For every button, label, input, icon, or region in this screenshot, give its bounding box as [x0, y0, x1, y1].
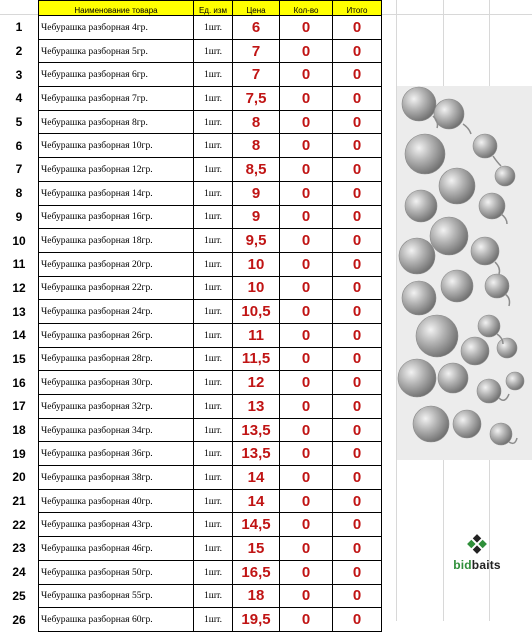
table-row: [0, 252, 382, 276]
unit-cell: 1шт.: [194, 252, 233, 276]
qty-cell: 0: [280, 347, 333, 371]
qty-cell: 0: [280, 229, 333, 253]
qty-cell: 0: [280, 300, 333, 324]
price-cell: 13,5: [233, 442, 280, 466]
total-cell: 0: [333, 134, 382, 158]
total-cell: 0: [333, 537, 382, 561]
table-row: [0, 229, 382, 253]
table-row: [0, 87, 382, 111]
header-unit: Ед. изм: [194, 1, 233, 16]
total-cell: 0: [333, 584, 382, 608]
bidbaits-logo-icon: [447, 532, 507, 558]
qty-cell: 0: [280, 39, 333, 63]
unit-cell: 1шт.: [194, 181, 233, 205]
product-name: Чебурашка разборная 43гр.: [39, 513, 194, 537]
total-cell: 0: [333, 39, 382, 63]
total-cell: 0: [333, 513, 382, 537]
header-name: Наименование товара: [39, 1, 194, 16]
table-row: [0, 584, 382, 608]
product-name: Чебурашка разборная 16гр.: [39, 205, 194, 229]
price-cell: 11: [233, 323, 280, 347]
product-name: Чебурашка разборная 20гр.: [39, 252, 194, 276]
price-cell: 13,5: [233, 418, 280, 442]
unit-cell: 1шт.: [194, 300, 233, 324]
table-row: [0, 300, 382, 324]
product-name: Чебурашка разборная 38гр.: [39, 466, 194, 490]
row-number: 7: [15, 162, 23, 177]
lead-weights-image: [397, 86, 532, 460]
price-cell: 9,5: [233, 229, 280, 253]
qty-cell: 0: [280, 252, 333, 276]
product-name: Чебурашка разборная 32гр.: [39, 395, 194, 419]
price-cell: 7: [233, 39, 280, 63]
table-row: [0, 276, 382, 300]
product-name: Чебурашка разборная 22гр.: [39, 276, 194, 300]
unit-cell: 1шт.: [194, 537, 233, 561]
unit-cell: 1шт.: [194, 513, 233, 537]
bidbaits-logo-text: bidbaits: [453, 558, 501, 572]
total-cell: 0: [333, 276, 382, 300]
price-cell: 19,5: [233, 608, 280, 632]
total-cell: 0: [333, 347, 382, 371]
table-row: [0, 418, 382, 442]
price-cell: 10,5: [233, 300, 280, 324]
row-number: 2: [15, 44, 23, 59]
price-cell: 8,5: [233, 158, 280, 182]
price-cell: 8: [233, 110, 280, 134]
price-cell: 16,5: [233, 560, 280, 584]
total-cell: 0: [333, 395, 382, 419]
qty-cell: 0: [280, 158, 333, 182]
price-cell: 10: [233, 276, 280, 300]
price-cell: 8: [233, 134, 280, 158]
price-cell: 15: [233, 537, 280, 561]
product-name: Чебурашка разборная 30гр.: [39, 371, 194, 395]
product-name: Чебурашка разборная 14гр.: [39, 181, 194, 205]
row-number: 17: [12, 399, 26, 414]
unit-cell: 1шт.: [194, 158, 233, 182]
unit-cell: 1шт.: [194, 323, 233, 347]
product-name: Чебурашка разборная 18гр.: [39, 229, 194, 253]
unit-cell: 1шт.: [194, 442, 233, 466]
table-row: [0, 134, 382, 158]
table-row: [0, 181, 382, 205]
qty-cell: 0: [280, 181, 333, 205]
price-cell: 7,5: [233, 87, 280, 111]
unit-cell: 1шт.: [194, 276, 233, 300]
row-number: 18: [12, 423, 26, 438]
row-number: 1: [15, 20, 23, 35]
total-cell: 0: [333, 608, 382, 632]
unit-cell: 1шт.: [194, 39, 233, 63]
row-number: 19: [12, 446, 26, 461]
row-number: 16: [12, 375, 26, 390]
price-cell: 12: [233, 371, 280, 395]
table-row: [0, 371, 382, 395]
row-number: 3: [15, 67, 23, 82]
table-body: [0, 16, 382, 632]
unit-cell: 1шт.: [194, 466, 233, 490]
price-cell: 14: [233, 489, 280, 513]
table-header-row: [0, 1, 382, 16]
unit-cell: 1шт.: [194, 134, 233, 158]
price-cell: 10: [233, 252, 280, 276]
product-name: Чебурашка разборная 10гр.: [39, 134, 194, 158]
table-row: [0, 205, 382, 229]
qty-cell: 0: [280, 466, 333, 490]
total-cell: 0: [333, 87, 382, 111]
row-number: 20: [12, 470, 26, 485]
total-cell: 0: [333, 418, 382, 442]
qty-cell: 0: [280, 560, 333, 584]
table-row: [0, 347, 382, 371]
price-cell: 6: [233, 16, 280, 40]
product-name: Чебурашка разборная 6гр.: [39, 63, 194, 87]
table-row: [0, 110, 382, 134]
row-number: 11: [12, 257, 26, 272]
product-name: Чебурашка разборная 36гр.: [39, 442, 194, 466]
product-name: Чебурашка разборная 55гр.: [39, 584, 194, 608]
unit-cell: 1шт.: [194, 584, 233, 608]
qty-cell: 0: [280, 584, 333, 608]
qty-cell: 0: [280, 87, 333, 111]
unit-cell: 1шт.: [194, 608, 233, 632]
row-number: 22: [12, 517, 26, 532]
bidbaits-logo: [447, 532, 507, 576]
product-name: Чебурашка разборная 12гр.: [39, 158, 194, 182]
row-number: 5: [15, 115, 23, 130]
price-cell: 9: [233, 205, 280, 229]
product-name: Чебурашка разборная 60гр.: [39, 608, 194, 632]
qty-cell: 0: [280, 489, 333, 513]
total-cell: 0: [333, 466, 382, 490]
row-number: 26: [12, 612, 26, 627]
unit-cell: 1шт.: [194, 489, 233, 513]
unit-cell: 1шт.: [194, 63, 233, 87]
row-number: 25: [12, 588, 26, 603]
row-number: 4: [15, 91, 23, 106]
product-name: Чебурашка разборная 8гр.: [39, 110, 194, 134]
product-name: Чебурашка разборная 5гр.: [39, 39, 194, 63]
table-row: [0, 560, 382, 584]
table-row: [0, 39, 382, 63]
table-row: [0, 395, 382, 419]
table-row: [0, 442, 382, 466]
total-cell: 0: [333, 229, 382, 253]
total-cell: 0: [333, 110, 382, 134]
qty-cell: 0: [280, 371, 333, 395]
unit-cell: 1шт.: [194, 371, 233, 395]
row-number: 21: [12, 494, 26, 509]
unit-cell: 1шт.: [194, 87, 233, 111]
row-number: 12: [12, 280, 26, 295]
table-row: [0, 158, 382, 182]
total-cell: 0: [333, 63, 382, 87]
unit-cell: 1шт.: [194, 229, 233, 253]
unit-cell: 1шт.: [194, 395, 233, 419]
table-row: [0, 16, 382, 40]
unit-cell: 1шт.: [194, 16, 233, 40]
price-cell: 18: [233, 584, 280, 608]
total-cell: 0: [333, 323, 382, 347]
table-row: [0, 513, 382, 537]
table-row: [0, 323, 382, 347]
product-name: Чебурашка разборная 40гр.: [39, 489, 194, 513]
row-number: 14: [12, 328, 26, 343]
product-name: Чебурашка разборная 26гр.: [39, 323, 194, 347]
total-cell: 0: [333, 181, 382, 205]
price-cell: 9: [233, 181, 280, 205]
qty-cell: 0: [280, 608, 333, 632]
qty-cell: 0: [280, 16, 333, 40]
qty-cell: 0: [280, 276, 333, 300]
total-cell: 0: [333, 489, 382, 513]
price-cell: 7: [233, 63, 280, 87]
total-cell: 0: [333, 16, 382, 40]
total-cell: 0: [333, 560, 382, 584]
product-photo: [397, 86, 532, 460]
qty-cell: 0: [280, 537, 333, 561]
total-cell: 0: [333, 371, 382, 395]
table-row: [0, 466, 382, 490]
table-row: [0, 489, 382, 513]
row-number: 15: [12, 351, 26, 366]
row-number: 6: [15, 138, 23, 153]
row-number: 9: [15, 209, 23, 224]
table-row: [0, 63, 382, 87]
product-name: Чебурашка разборная 46гр.: [39, 537, 194, 561]
row-number: 10: [12, 233, 26, 248]
unit-cell: 1шт.: [194, 418, 233, 442]
total-cell: 0: [333, 442, 382, 466]
product-name: Чебурашка разборная 28гр.: [39, 347, 194, 371]
qty-cell: 0: [280, 134, 333, 158]
qty-cell: 0: [280, 395, 333, 419]
qty-cell: 0: [280, 442, 333, 466]
qty-cell: 0: [280, 63, 333, 87]
row-number: 8: [15, 186, 23, 201]
total-cell: 0: [333, 205, 382, 229]
product-name: Чебурашка разборная 24гр.: [39, 300, 194, 324]
product-name: Чебурашка разборная 34гр.: [39, 418, 194, 442]
price-cell: 14,5: [233, 513, 280, 537]
product-name: Чебурашка разборная 50гр.: [39, 560, 194, 584]
unit-cell: 1шт.: [194, 347, 233, 371]
total-cell: 0: [333, 158, 382, 182]
header-total: Итого: [333, 1, 382, 16]
table-row: [0, 537, 382, 561]
product-name: Чебурашка разборная 7гр.: [39, 87, 194, 111]
price-cell: 13: [233, 395, 280, 419]
total-cell: 0: [333, 300, 382, 324]
qty-cell: 0: [280, 513, 333, 537]
unit-cell: 1шт.: [194, 205, 233, 229]
price-cell: 11,5: [233, 347, 280, 371]
price-cell: 14: [233, 466, 280, 490]
qty-cell: 0: [280, 205, 333, 229]
row-number: 23: [12, 541, 26, 556]
qty-cell: 0: [280, 323, 333, 347]
unit-cell: 1шт.: [194, 110, 233, 134]
qty-cell: 0: [280, 110, 333, 134]
table-row: [0, 608, 382, 632]
qty-cell: 0: [280, 418, 333, 442]
row-number: 13: [12, 304, 26, 319]
row-number: 24: [12, 565, 26, 580]
product-name: Чебурашка разборная 4гр.: [39, 16, 194, 40]
header-price: Цена: [233, 1, 280, 16]
header-qty: Кол-во: [280, 1, 333, 16]
total-cell: 0: [333, 252, 382, 276]
unit-cell: 1шт.: [194, 560, 233, 584]
